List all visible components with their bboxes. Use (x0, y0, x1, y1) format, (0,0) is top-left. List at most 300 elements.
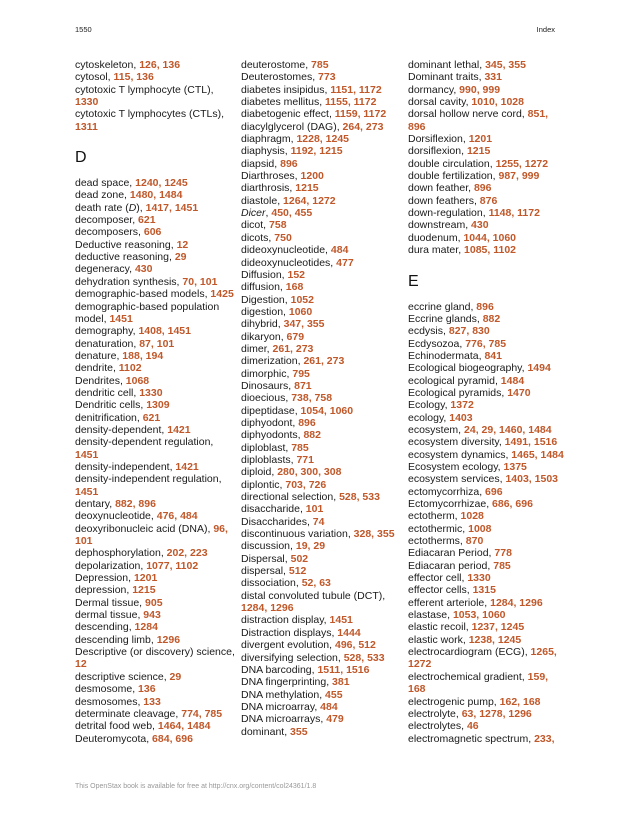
index-term: diacylglycerol (DAG), (241, 120, 343, 133)
page-reference-link[interactable]: 1200 (300, 170, 324, 183)
index-entry (75, 597, 235, 609)
index-entry (408, 597, 568, 609)
index-term: denitrification, (75, 411, 143, 424)
page-reference-link[interactable]: 871 (294, 379, 312, 392)
index-entry (75, 288, 235, 300)
page-reference-link[interactable]: 774, 785 (181, 707, 223, 720)
index-term: dipeptidase, (241, 404, 301, 417)
index-entry (75, 350, 235, 362)
page-reference-link[interactable]: 1451 (329, 614, 353, 627)
index-entry (408, 486, 568, 498)
page-reference-link[interactable]: 96, 101 (75, 522, 228, 548)
page-reference-link[interactable]: 896 (280, 157, 298, 170)
page-reference-link[interactable]: 1484 (500, 374, 525, 387)
page-reference-link[interactable]: 703, 726 (285, 478, 327, 491)
index-entry (408, 71, 568, 83)
index-entry (241, 133, 401, 145)
page-reference-link[interactable]: 52, 63 (301, 577, 331, 590)
index-term: dimer, (241, 342, 273, 355)
index-term: diabetes mellitus, (241, 96, 326, 109)
page-reference-link[interactable]: 750 (274, 231, 292, 244)
index-term: Ecdysozoa, (408, 337, 466, 350)
page-reference-link[interactable]: 882 (303, 429, 321, 442)
page-reference-link[interactable]: 19, 29 (295, 540, 326, 553)
index-term: density-dependent regulation, (75, 436, 214, 449)
page-reference-link[interactable]: 987, 999 (498, 170, 540, 183)
index-entry (408, 96, 568, 108)
page-reference-link[interactable]: 70, 101 (182, 275, 218, 288)
page-reference-link[interactable]: 1480, 1484 (129, 189, 183, 202)
index-term: DNA barcoding, (241, 663, 318, 676)
index-term: Digestion, (241, 293, 291, 306)
index-entry (75, 646, 235, 671)
index-term: divergent evolution, (241, 639, 335, 652)
page-reference-link[interactable]: 1010, 1028 (471, 96, 524, 109)
page-reference-link[interactable]: 1465, 1484 (511, 448, 564, 461)
page-reference-link[interactable]: 12 (75, 658, 87, 671)
page-reference-link[interactable]: 1192, 1215 (290, 145, 343, 158)
index-letter-heading: D (75, 149, 87, 167)
page-reference-link[interactable]: 159, 168 (408, 670, 549, 696)
page-reference-link[interactable]: 1044, 1060 (463, 231, 517, 244)
page-reference-link[interactable]: 1264, 1272 (283, 194, 336, 207)
page-reference-link[interactable]: 841 (484, 349, 502, 362)
page-reference-link[interactable]: 87, 101 (139, 337, 175, 350)
page-reference-link[interactable]: 785 (311, 59, 329, 71)
index-entry (241, 244, 401, 256)
index-term: Dispersal, (241, 552, 291, 565)
index-entry (241, 577, 401, 589)
page-reference-link[interactable]: 896 (298, 416, 316, 429)
page-reference-link[interactable]: 1284, 1296 (241, 602, 294, 615)
page-reference-link[interactable]: 1451 (75, 448, 99, 461)
index-term: DNA methylation, (241, 688, 326, 701)
page-reference-link[interactable]: 1215 (132, 584, 156, 597)
page-reference-link[interactable]: 1425 (210, 288, 234, 301)
page-reference-link[interactable]: 1330 (467, 572, 491, 585)
index-term: Dendrites, (75, 374, 126, 387)
index-entry (75, 584, 235, 596)
index-term: cytoskeleton, (75, 59, 140, 71)
page-reference-link[interactable]: 851, 896 (408, 108, 549, 133)
index-entry (75, 239, 235, 251)
page-reference-link[interactable]: 1159, 1172 (334, 108, 387, 121)
index-entry (408, 207, 568, 219)
index-term: deuterostome, (241, 59, 312, 71)
page-reference-link[interactable]: 1403 (449, 411, 473, 424)
page-reference-link[interactable]: 876 (479, 194, 498, 207)
index-entry (241, 652, 401, 664)
index-entry (241, 96, 401, 108)
page-reference-link[interactable]: 233, (534, 732, 555, 745)
page-reference-link[interactable]: 347, 355 (283, 318, 325, 331)
index-entry (75, 177, 235, 189)
index-term: disaccharide, (241, 503, 306, 516)
index-entry (408, 362, 568, 374)
page-reference-link[interactable]: 827, 830 (448, 325, 490, 338)
index-term: determinate cleavage, (75, 707, 182, 720)
index-term-italic: D (128, 201, 137, 214)
page-reference-link[interactable]: 1060 (288, 305, 313, 318)
page-reference-link[interactable]: 381 (332, 676, 350, 689)
page-reference-link[interactable]: 778 (494, 547, 512, 560)
index-entry (408, 523, 568, 535)
index-term: desmosomes, (75, 695, 144, 708)
index-entry (408, 720, 568, 732)
index-entry (408, 708, 568, 720)
index-term: descriptive science, (75, 670, 170, 683)
index-entry (241, 466, 401, 478)
index-entry (241, 689, 401, 701)
index-term: effector cells, (408, 584, 473, 597)
page-reference-link[interactable]: 1403, 1503 (505, 473, 559, 486)
index-term: electromagnetic spectrum, (408, 732, 535, 745)
page-reference-link[interactable]: 1028 (460, 510, 484, 523)
page-reference-link[interactable]: 1511, 1516 (317, 663, 370, 676)
index-term: dicot, (241, 219, 270, 232)
index-entry (75, 71, 235, 83)
index-term: demographic-based population model, (75, 300, 220, 325)
page-reference-link[interactable]: 1372 (450, 399, 474, 412)
page-reference-link[interactable]: 990, 999 (459, 83, 501, 96)
page-reference-link[interactable]: 29 (174, 251, 187, 264)
index-term: ecdysis, (408, 325, 449, 338)
index-entry (241, 318, 401, 330)
page-reference-link[interactable]: 24, 29, 1460, 1484 (464, 423, 552, 436)
index-term: dormancy, (408, 83, 460, 96)
index-entry (241, 503, 401, 515)
page-reference-link[interactable]: 1417, 1451 (145, 201, 199, 214)
page-reference-link[interactable]: 1470 (507, 386, 531, 399)
index-entry (408, 108, 568, 133)
index-term: ectotherm, (408, 510, 461, 523)
page-reference-link[interactable]: 1151, 1172 (330, 83, 382, 96)
index-entry (75, 202, 235, 214)
page-reference-link[interactable]: 679 (286, 330, 305, 343)
page-reference-link[interactable]: 74 (312, 515, 325, 528)
index-term: dikaryon, (241, 330, 287, 343)
page-reference-link[interactable]: 328, 355 (353, 528, 395, 541)
page-reference-link[interactable]: 496, 512 (334, 639, 376, 652)
index-entry (241, 627, 401, 639)
index-entry (241, 405, 401, 417)
page-reference-link[interactable]: 484 (330, 244, 349, 257)
page-reference-link[interactable]: 512 (288, 565, 307, 578)
page-reference-link[interactable]: 528, 533 (343, 651, 385, 664)
page-reference-link[interactable]: 1077, 1102 (146, 559, 199, 572)
index-entry (408, 195, 568, 207)
index-term: detrital food web, (75, 720, 158, 733)
page-reference-link[interactable]: 115, 136 (113, 71, 154, 84)
page-reference-link[interactable]: 1444 (337, 626, 361, 639)
index-term: Dinosaurs, (241, 379, 295, 392)
page-reference-link[interactable]: 1238, 1245 (468, 633, 522, 646)
index-term: ecosystem dynamics, (408, 448, 512, 461)
index-term: diploblasts, (241, 454, 297, 466)
page-reference-link[interactable]: 450, 455 (271, 207, 313, 220)
page-reference-link[interactable]: 870 (465, 535, 484, 548)
page-reference-link[interactable]: 476, 484 (156, 510, 198, 523)
page-reference-link[interactable]: 152 (287, 268, 306, 281)
index-entry (75, 399, 235, 411)
index-term: descending limb, (75, 633, 157, 646)
index-term: denature, (75, 349, 123, 362)
index-term: dimerization, (241, 355, 304, 368)
page-reference-link[interactable]: 1155, 1172 (325, 96, 377, 109)
page-reference-link[interactable]: 101 (305, 503, 324, 516)
page-reference-link[interactable]: 606 (143, 226, 162, 239)
index-term: DNA microarray, (241, 700, 321, 713)
page-reference-link[interactable]: 345, 355 (485, 59, 526, 71)
index-term: Ediacaran Period, (408, 547, 495, 560)
index-entry (408, 244, 568, 256)
page-reference-link[interactable]: 1054, 1060 (300, 404, 354, 417)
page-reference-link[interactable]: 621 (142, 411, 161, 424)
index-term: Echinodermata, (408, 349, 485, 362)
page-reference-link[interactable]: 1451 (109, 312, 133, 325)
page-reference-link[interactable]: 12 (176, 238, 189, 251)
page-reference-link[interactable]: 621 (138, 214, 156, 227)
index-term: discussion, (241, 540, 296, 553)
page-reference-link[interactable]: 331 (484, 71, 502, 84)
page-reference-link[interactable]: 1464, 1484 (157, 720, 211, 733)
index-term: elastic work, (408, 633, 469, 646)
page-reference-link[interactable]: 1265, 1272 (408, 646, 557, 671)
index-term: diploid, (241, 466, 278, 479)
index-entry (75, 214, 235, 226)
page-reference-link[interactable]: 1421 (167, 423, 191, 436)
index-term: dideoxynucleotide, (241, 244, 331, 257)
page-reference-link[interactable]: 1052 (290, 293, 314, 306)
index-entry (241, 145, 401, 157)
index-entry (408, 535, 568, 547)
page-reference-link[interactable]: 1451 (75, 485, 99, 498)
index-term: diarthrosis, (241, 182, 296, 195)
index-term: decomposer, (75, 214, 139, 227)
index-term: double fertilization, (408, 170, 499, 183)
footer-note: This OpenStax book is available for free at http://cnx.org/content/col24361/1.8 (75, 783, 317, 790)
page-reference-link[interactable]: 686, 696 (492, 498, 533, 510)
page-reference-link[interactable]: 1296 (156, 633, 181, 646)
page-reference-link[interactable]: 484 (320, 700, 338, 713)
index-term-suffix: , (265, 207, 272, 220)
page-reference-link[interactable]: 261, 273 (272, 342, 314, 355)
index-entry (241, 219, 401, 231)
page-reference-link[interactable]: 1068 (125, 374, 150, 387)
page-reference-link[interactable]: 943 (143, 609, 161, 622)
page-reference-link[interactable]: 264, 273 (342, 120, 384, 133)
index-term: ectothermic, (408, 522, 469, 535)
page-reference-link[interactable]: 1330 (75, 96, 99, 109)
page-reference-link[interactable]: 1408, 1451 (138, 325, 191, 338)
index-entry (408, 170, 568, 182)
page-reference-link[interactable]: 455 (325, 688, 343, 701)
index-term: dehydration synthesis, (75, 275, 183, 288)
page-reference-link[interactable]: 738, 758 (291, 392, 333, 405)
page-reference-link[interactable]: 1284, 1296 (490, 596, 543, 609)
page-reference-link[interactable]: 1228, 1245 (296, 133, 350, 146)
index-entry (75, 108, 235, 133)
page-reference-link[interactable]: 1315 (472, 584, 496, 597)
index-entry (241, 158, 401, 170)
page-reference-link[interactable]: 1201 (468, 133, 493, 146)
page-reference-link[interactable]: 1491, 1516 (504, 436, 558, 449)
index-term: electrochemical gradient, (408, 670, 528, 683)
page-reference-link[interactable]: 355 (290, 725, 308, 738)
index-entry (75, 189, 235, 201)
index-entry (408, 733, 568, 745)
index-entry (241, 454, 401, 466)
page-reference-link[interactable]: 1284 (134, 621, 158, 634)
page-reference-link[interactable]: 430 (471, 219, 489, 232)
page-reference-link[interactable]: 29 (169, 670, 182, 683)
index-entry (408, 436, 568, 448)
index-entry (241, 121, 401, 133)
page-reference-link[interactable]: 1215 (466, 145, 491, 158)
page-reference-link[interactable]: 162, 168 (499, 695, 541, 708)
page-reference-link[interactable]: 896 (473, 182, 492, 195)
index-term: elastase, (408, 609, 453, 622)
index-entry (408, 145, 568, 157)
page-reference-link[interactable]: 280, 300, 308 (277, 466, 342, 479)
page-reference-link[interactable]: 1237, 1245 (471, 621, 525, 634)
index-entry (241, 417, 401, 429)
index-entry (241, 59, 401, 71)
index-term: directional selection, (241, 491, 340, 504)
page-reference-link[interactable]: 896 (476, 300, 494, 313)
page-reference-link[interactable]: 1375 (503, 460, 527, 473)
index-entry (75, 325, 235, 337)
index-entry (241, 355, 401, 367)
page-reference-link[interactable]: 528, 533 (339, 491, 380, 504)
index-entry (408, 158, 568, 170)
page-reference-link[interactable]: 1085, 1102 (464, 244, 517, 257)
page-reference-link[interactable]: 785 (493, 559, 511, 572)
page-reference-link[interactable]: 771 (296, 454, 314, 466)
page-reference-link[interactable]: 188, 194 (122, 349, 164, 362)
page-reference-link[interactable]: 882 (482, 312, 501, 325)
index-term: efferent arteriole, (408, 596, 491, 609)
page-reference-link[interactable]: 1240, 1245 (135, 177, 188, 190)
index-entry (408, 182, 568, 194)
index-column-2 (241, 59, 401, 738)
page-reference-link[interactable]: 882, 896 (115, 498, 156, 510)
index-entry (408, 621, 568, 633)
index-entry (75, 461, 235, 473)
page-reference-link[interactable]: 905 (145, 596, 163, 609)
index-term: Ecology, (408, 399, 451, 412)
page-reference-link[interactable]: 1102 (118, 362, 142, 375)
index-term: Deuteromycota, (75, 732, 153, 745)
index-entry (408, 350, 568, 362)
index-term: diploblast, (241, 441, 292, 454)
page-reference-link[interactable]: 1148, 1172 (488, 207, 540, 220)
index-term: Ectomycorrhizae, (408, 498, 493, 510)
index-term: DNA fingerprinting, (241, 676, 333, 689)
index-term: dead space, (75, 177, 136, 190)
index-term: Ecological pyramids, (408, 386, 508, 399)
page-reference-link[interactable]: 1008 (468, 522, 492, 535)
index-entry (408, 498, 568, 510)
index-entry (241, 528, 401, 540)
page-reference-link[interactable]: 1053, 1060 (452, 609, 506, 622)
index-term: deoxyribonucleic acid (DNA), (75, 522, 214, 535)
index-entry (241, 207, 401, 219)
index-entry (75, 362, 235, 374)
page-reference-link[interactable]: 202, 223 (166, 547, 208, 560)
index-term: desmosome, (75, 683, 139, 696)
index-term: dermal tissue, (75, 609, 144, 622)
page-reference-link[interactable]: 477 (336, 256, 354, 269)
page-reference-link[interactable]: 46 (466, 720, 479, 733)
page-reference-link[interactable]: 795 (292, 367, 310, 380)
page-number: 1550 (75, 25, 92, 34)
index-term: denaturation, (75, 337, 140, 350)
index-term: dicots, (241, 231, 275, 244)
page-reference-link[interactable]: 1201 (133, 572, 158, 585)
page-reference-link[interactable]: 1255, 1272 (495, 157, 549, 170)
index-term: density-independent regulation, (75, 473, 222, 486)
page-reference-link[interactable]: 696 (485, 485, 503, 498)
index-entry (241, 516, 401, 528)
index-term: down-regulation, (408, 207, 489, 220)
index-entry (408, 609, 568, 621)
index-term: Dermal tissue, (75, 596, 146, 609)
page-reference-link[interactable]: 126, 136 (139, 59, 181, 71)
index-term: deoxynucleotide, (75, 510, 157, 523)
page-reference-link[interactable]: 776, 785 (465, 337, 507, 350)
index-entry (241, 380, 401, 392)
index-entry (241, 368, 401, 380)
page-reference-link[interactable]: 168 (285, 281, 304, 294)
index-term: Dendritic cells, (75, 399, 147, 412)
page-reference-link[interactable]: 1421 (175, 460, 199, 473)
index-term: descending, (75, 621, 135, 634)
page-reference-link[interactable]: 1311 (75, 120, 98, 133)
page-reference-link[interactable]: 785 (291, 441, 309, 454)
page-reference-link[interactable]: 136 (138, 683, 156, 696)
page-reference-link[interactable]: 1309 (146, 399, 170, 412)
index-term: diapsid, (241, 157, 281, 170)
index-entry (408, 375, 568, 387)
page-reference-link[interactable]: 1215 (295, 182, 319, 195)
page-reference-link[interactable]: 773 (318, 71, 336, 84)
page-reference-link[interactable]: 1494 (527, 362, 551, 375)
page-reference-link[interactable]: 684, 696 (152, 732, 193, 745)
page-reference-link[interactable]: 63, 1278, 1296 (461, 707, 532, 720)
index-term: diphyodont, (241, 416, 299, 429)
index-entry (408, 133, 568, 145)
index-entry (408, 473, 568, 485)
page-reference-link[interactable]: 261, 273 (303, 355, 345, 368)
page-reference-link[interactable]: 502 (290, 552, 309, 565)
index-entry (408, 313, 568, 325)
page-reference-link[interactable]: 133 (143, 695, 161, 708)
index-entry (408, 399, 568, 411)
index-term: elastic recoil, (408, 621, 472, 634)
index-term-italic: Dicer (241, 207, 266, 220)
index-term: ecology, (408, 411, 450, 424)
page-reference-link[interactable]: 758 (269, 219, 287, 232)
index-term: dura mater, (408, 244, 465, 257)
page-reference-link[interactable]: 1330 (139, 386, 163, 399)
index-entry (241, 182, 401, 194)
index-entry (75, 301, 235, 326)
page-reference-link[interactable]: 430 (134, 263, 153, 276)
index-term: eccrine gland, (408, 300, 477, 313)
page-reference-link[interactable]: 479 (326, 713, 344, 726)
index-entry (241, 701, 401, 713)
